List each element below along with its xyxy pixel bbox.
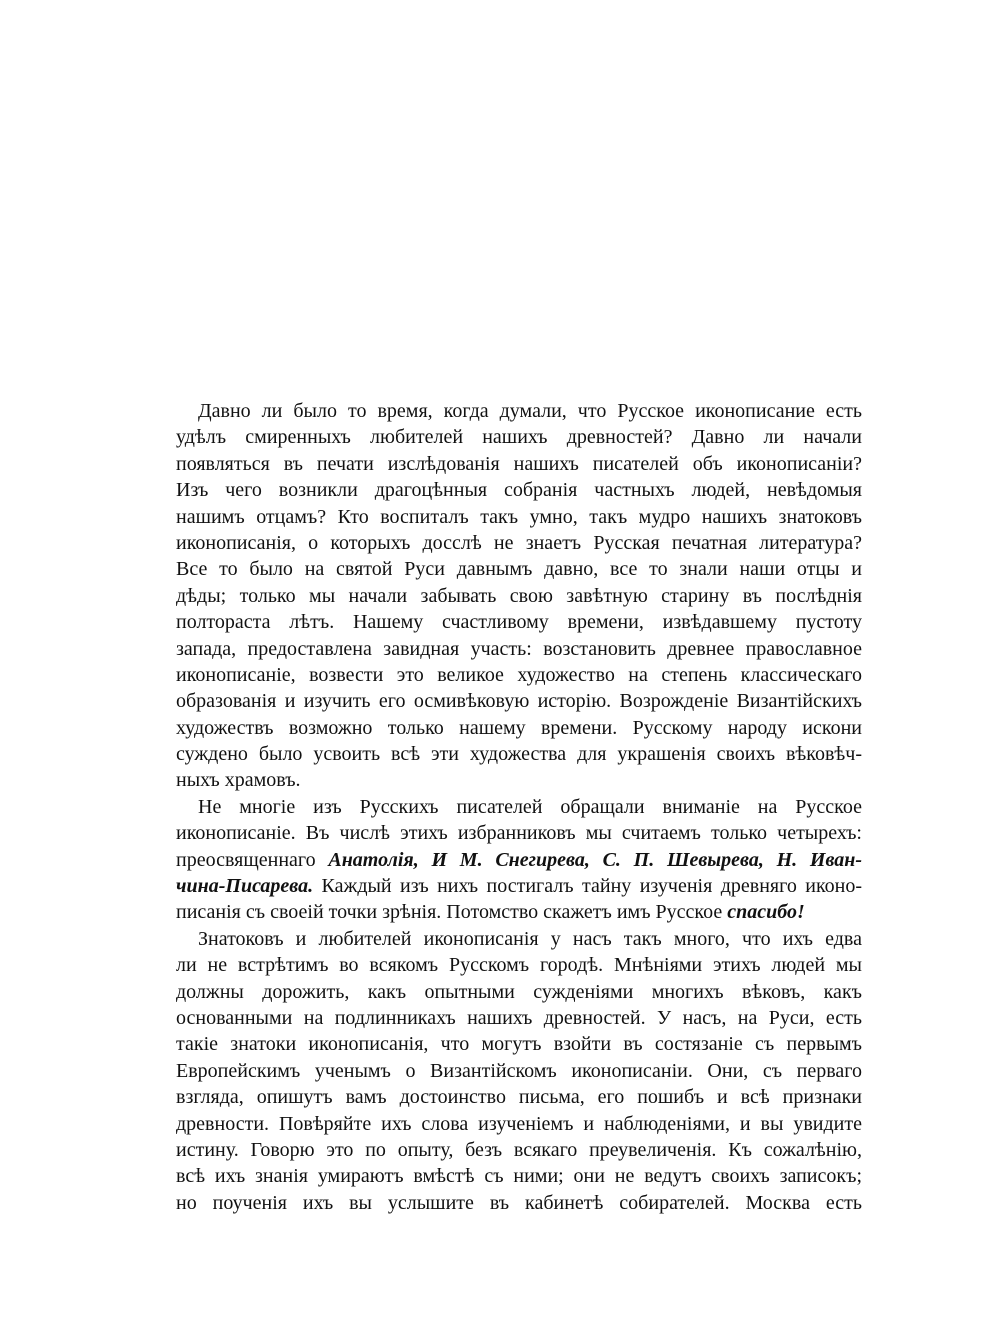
- text-line: запада, предоставлена завидная участь: возстановить древнее православное: [176, 637, 862, 660]
- text-line: такіе знатоки иконописанія, что могутъ взойти въ состязаніе съ первымъ: [176, 1033, 862, 1056]
- author-name: чина-Писарева.: [176, 875, 314, 898]
- text-line: Европейскимъ ученымъ о Византійскомъ иконописаніи. Они, съ перваго: [176, 1059, 862, 1082]
- author-name: И М. Снегирева,: [431, 848, 590, 871]
- text-line: истину. Говорю это по опыту, безъ всякаго преувеличенія. Къ сожалѣнію,: [176, 1138, 862, 1161]
- text-line: Изъ чего возникли драгоцѣнныя собранія частныхъ людей, невѣдомыя: [176, 479, 862, 502]
- text-line: [176, 847, 862, 873]
- text-line: [176, 899, 862, 925]
- author-name: Н. Иван-: [776, 848, 863, 871]
- text-line: Все то было на святой Руси давнымъ давно, все то знали наши отцы и: [176, 558, 862, 581]
- text-line: основанными на подлинникахъ нашихъ древностей. У насъ, на Руси, есть: [176, 1006, 862, 1029]
- text-line: появляться въ печати изслѣдованія нашихъ писателей объ иконописаніи?: [176, 452, 862, 475]
- emphasis-word: спасибо!: [727, 901, 805, 924]
- text-run: преосвященнаго: [176, 848, 316, 871]
- text-line: ныхъ храмовъ.: [176, 769, 301, 792]
- text-line: иконописанія, о которыхъ досслѣ не знаетъ Русская печатная литература?: [176, 531, 862, 554]
- text-line: суждено было усвоить всѣ эти художества для украшенія своихъ вѣковѣч-: [176, 743, 862, 766]
- text-line: [176, 873, 862, 899]
- text-line: всѣ ихъ знанія умираютъ вмѣстѣ съ ними; они не ведутъ своихъ записокъ;: [176, 1165, 862, 1188]
- text-line: удѣлъ смиренныхъ любителей нашихъ древностей? Давно ли начали: [176, 426, 862, 449]
- body-text: [176, 398, 862, 1216]
- text-line: древности. Повѣряйте ихъ слова изученіемъ и наблюденіями, и вы увидите: [176, 1112, 862, 1135]
- text-line: Не многіе изъ Русскихъ писателей обращали вниманіе на Русское: [198, 795, 862, 818]
- text-line: иконописаніе. Въ числѣ этихъ избранниковъ мы считаемъ только четырехъ:: [176, 822, 862, 845]
- text-line: дѣды; только мы начали забывать свою завѣтную старину въ послѣднія: [176, 584, 862, 607]
- text-line: полтораста лѣтъ. Нашему счастливому времени, извѣдавшему пустоту: [176, 611, 862, 634]
- text-line: должны дорожить, какъ опытными сужденіями многихъ вѣковъ, какъ: [176, 980, 862, 1003]
- author-name: С. П. Шевырева,: [602, 848, 764, 871]
- text-line: Давно ли было то время, когда думали, что Русское иконописание есть: [198, 400, 862, 422]
- text-line: художествъ возможно только нашему времени. Русскому народу искони: [176, 716, 862, 739]
- text-line: взгляда, опишутъ вамъ достоинство письма, его пошибъ и всѣ признаки: [176, 1086, 862, 1109]
- author-name: Анатолія,: [328, 848, 419, 871]
- text-line: ли не встрѣтимъ во всякомъ Русскомъ городѣ. Мнѣніями этихъ людей мы: [176, 954, 862, 977]
- text-line: образованія и изучить его осмивѣковую исторію. Возрожденіе Византійскихъ: [176, 690, 862, 713]
- text-line: но поученія ихъ вы услышите въ кабинетѣ собирателей. Москва есть: [176, 1191, 862, 1214]
- text-run: писанія съ своеiй точки зрѣнія. Потомство скажетъ имъ Русское: [176, 901, 723, 924]
- text-run: Каждый изъ нихъ постигалъ тайну изученія древняго иконо-: [321, 875, 863, 898]
- text-line: Знатоковъ и любителей иконописанія у насъ такъ много, что ихъ едва: [198, 927, 862, 950]
- text-line: нашимъ отцамъ? Кто воспиталъ такъ умно, такъ мудро нашихъ знатоковъ: [176, 505, 862, 528]
- text-line: иконописаніе, возвести это великое художество на степень классическаго: [176, 663, 862, 686]
